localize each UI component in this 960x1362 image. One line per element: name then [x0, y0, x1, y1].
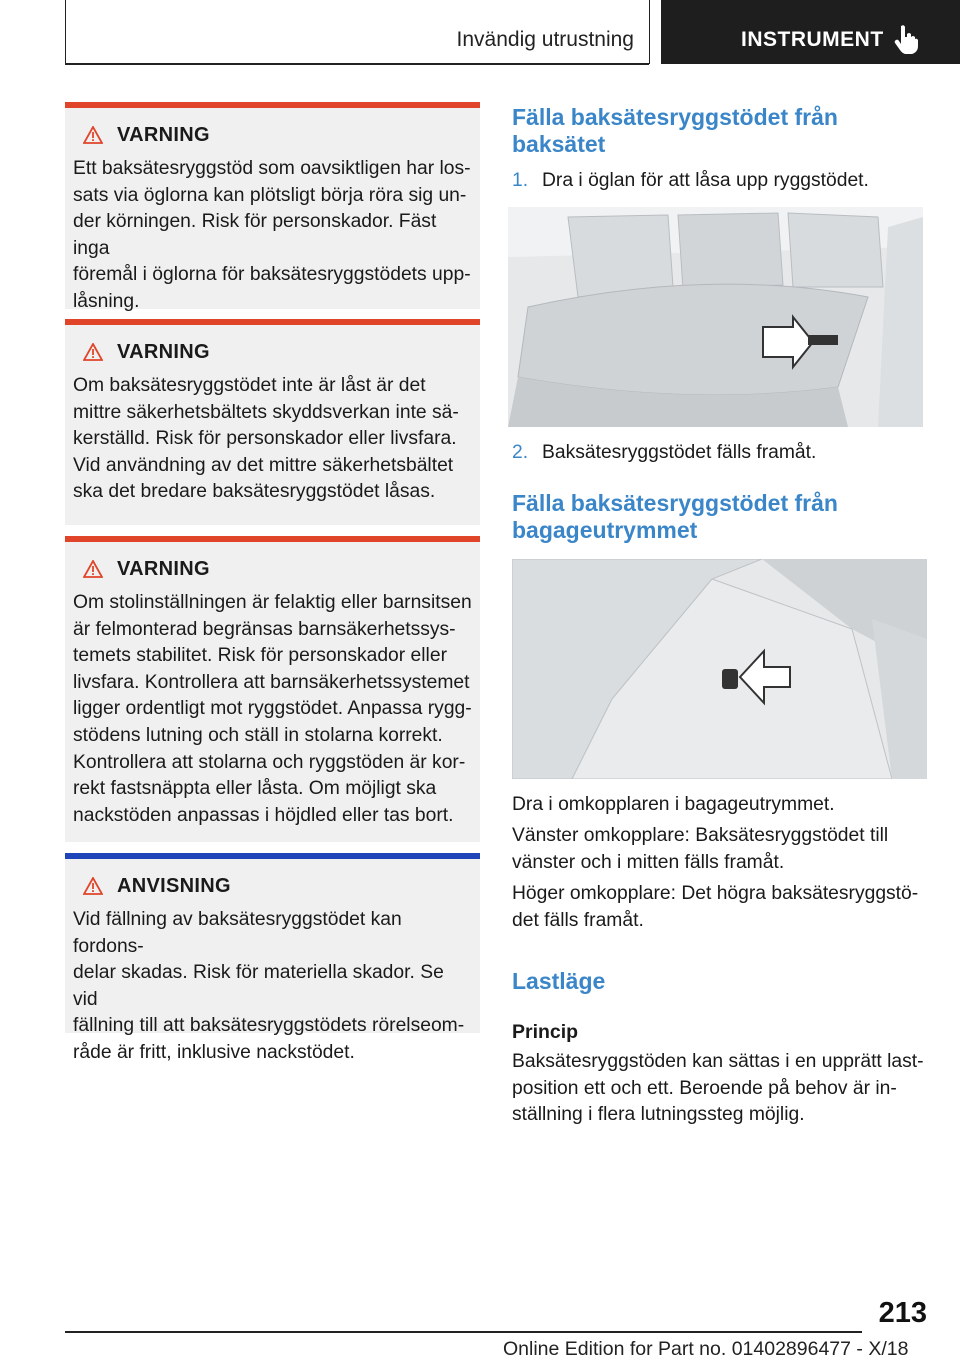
- warning-text: [73, 590, 472, 829]
- text-line: Vid fällning av baksätesryggstödet kan fordons-: [73, 909, 402, 957]
- warning-title: VARNING: [117, 123, 210, 146]
- cargo-illustration: [512, 559, 927, 779]
- header-chapter-tab[interactable]: [661, 0, 960, 64]
- heading-line: baksätet: [512, 131, 606, 157]
- text-line: delar skadas. Risk för materiella skador. Se vid: [73, 962, 444, 1010]
- text-line: nackstöden anpassas i höjdled eller tas bort.: [73, 804, 454, 826]
- text-line: föremål i öglorna för baksätesryggstödets upp-: [73, 264, 471, 286]
- step-number: 1.: [512, 170, 529, 191]
- text-line: Om stolinställningen är felaktig eller barnsitsen: [73, 592, 472, 613]
- warning-text: [73, 373, 472, 506]
- subheading-principle: Princip: [512, 1021, 579, 1043]
- step-1: [512, 168, 869, 194]
- text-line: Vid användning av det mittre säkerhetsbältet: [73, 454, 454, 476]
- section-heading-from-rear-seat: [512, 104, 838, 158]
- notice-box: [65, 853, 480, 1063]
- step-number: 2.: [512, 442, 529, 463]
- figure-rear-seat-loop: [508, 207, 923, 427]
- text-line: låsning.: [73, 290, 140, 312]
- warning-head: [73, 120, 472, 150]
- warning-head: [73, 554, 472, 584]
- text-line: Höger omkopplare: Det högra baksätesryggstö-: [512, 883, 919, 904]
- header-chapter-label: INSTRUMENT: [741, 28, 884, 51]
- pointing-hand-icon: [894, 24, 920, 54]
- warning-title: VARNING: [117, 340, 210, 363]
- warning-box-3: [65, 536, 480, 842]
- text-line: Baksätesryggstöden kan sättas i en upprätt last-: [512, 1051, 924, 1072]
- page-number: 213: [878, 1297, 927, 1329]
- header-rule-bottom: [65, 63, 649, 65]
- heading-line: bagageutrymmet: [512, 517, 698, 543]
- text-line: Kontrollera att stolarna och ryggstöden är kor-: [73, 751, 466, 773]
- heading-line: Fälla baksätesryggstödet från: [512, 490, 838, 516]
- text-line: råde är fritt, inklusive nackstödet.: [73, 1041, 355, 1063]
- text-line: rekt fastsnäppta eller låsta. Om möjligt ska: [73, 778, 437, 800]
- figure-cargo-switch: [512, 559, 927, 779]
- text-line: är felmonterad begränsas barnsäkerhetssys-: [73, 618, 456, 640]
- warning-text: [73, 156, 472, 316]
- header-rule-mid: [649, 0, 650, 64]
- warning-title: VARNING: [117, 557, 210, 580]
- warning-triangle-icon: [83, 343, 103, 361]
- text-line: Ett baksätesryggstöd som oavsiktligen har los-: [73, 158, 471, 179]
- text-line: temets stabilitet. Risk för personskador eller: [73, 645, 447, 667]
- text-line: sats via öglorna kan plötsligt börja röra sig un-: [73, 184, 467, 206]
- text-line: mittre säkerhetsbältets skyddsverkan inte sä-: [73, 401, 459, 423]
- section-heading-load-position: Lastläge: [512, 968, 606, 994]
- warning-head: [73, 337, 472, 367]
- header-rule-left: [65, 0, 66, 64]
- text-line: stödens lutning och ställ in stolarna korrekt.: [73, 724, 443, 746]
- para-pull-switch: Dra i omkopplaren i bagageutrymmet.: [512, 794, 835, 815]
- text-line: det fälls framåt.: [512, 909, 644, 931]
- warning-triangle-icon: [83, 877, 103, 895]
- notice-text: [73, 907, 472, 1067]
- text-line: ställning i flera lutningssteg möjlig.: [512, 1104, 805, 1126]
- rear-seat-illustration: [508, 207, 923, 427]
- text-line: fällning till att baksätesryggstödets rörelseom-: [73, 1015, 465, 1037]
- text-line: ska det bredare baksätesryggstödet låsas.: [73, 481, 436, 503]
- step-2: [512, 440, 816, 466]
- text-line: Om baksätesryggstödet inte är låst är det: [73, 375, 426, 396]
- warning-box-2: [65, 319, 480, 525]
- warning-triangle-icon: [83, 560, 103, 578]
- text-line: kerställd. Risk för personskador eller livsfara.: [73, 428, 457, 450]
- header-section-title: Invändig utrustning: [456, 28, 634, 51]
- step-text: Dra i öglan för att låsa upp ryggstödet.: [542, 170, 869, 191]
- warning-box-1: [65, 102, 480, 312]
- text-line: livsfara. Kontrollera att barnsäkerhetssystemet: [73, 671, 470, 693]
- text-line: vänster och i mitten fälls framåt.: [512, 851, 785, 873]
- text-line: position ett och ett. Beroende på behov är in-: [512, 1077, 897, 1099]
- para-left-switch: [512, 823, 932, 876]
- section-heading-from-cargo: [512, 490, 838, 544]
- footer-rule: [65, 1331, 862, 1333]
- warning-triangle-icon: [83, 126, 103, 144]
- step-text: Baksätesryggstödet fälls framåt.: [542, 442, 817, 463]
- footer-edition-text: Online Edition for Part no. 01402896477 - X/18: [503, 1338, 909, 1360]
- notice-head: [73, 871, 472, 901]
- para-right-switch: [512, 881, 932, 934]
- text-line: Vänster omkopplare: Baksätesryggstödet till: [512, 825, 889, 846]
- footer-edition: [503, 1338, 908, 1361]
- text-line: der körningen. Risk för personskador. Fäst inga: [73, 211, 437, 259]
- text-line: ligger ordentligt mot ryggstödet. Anpassa rygg-: [73, 698, 472, 720]
- para-principle: [512, 1049, 932, 1129]
- heading-line: Fälla baksätesryggstödet från: [512, 104, 838, 130]
- notice-title: ANVISNING: [117, 874, 231, 897]
